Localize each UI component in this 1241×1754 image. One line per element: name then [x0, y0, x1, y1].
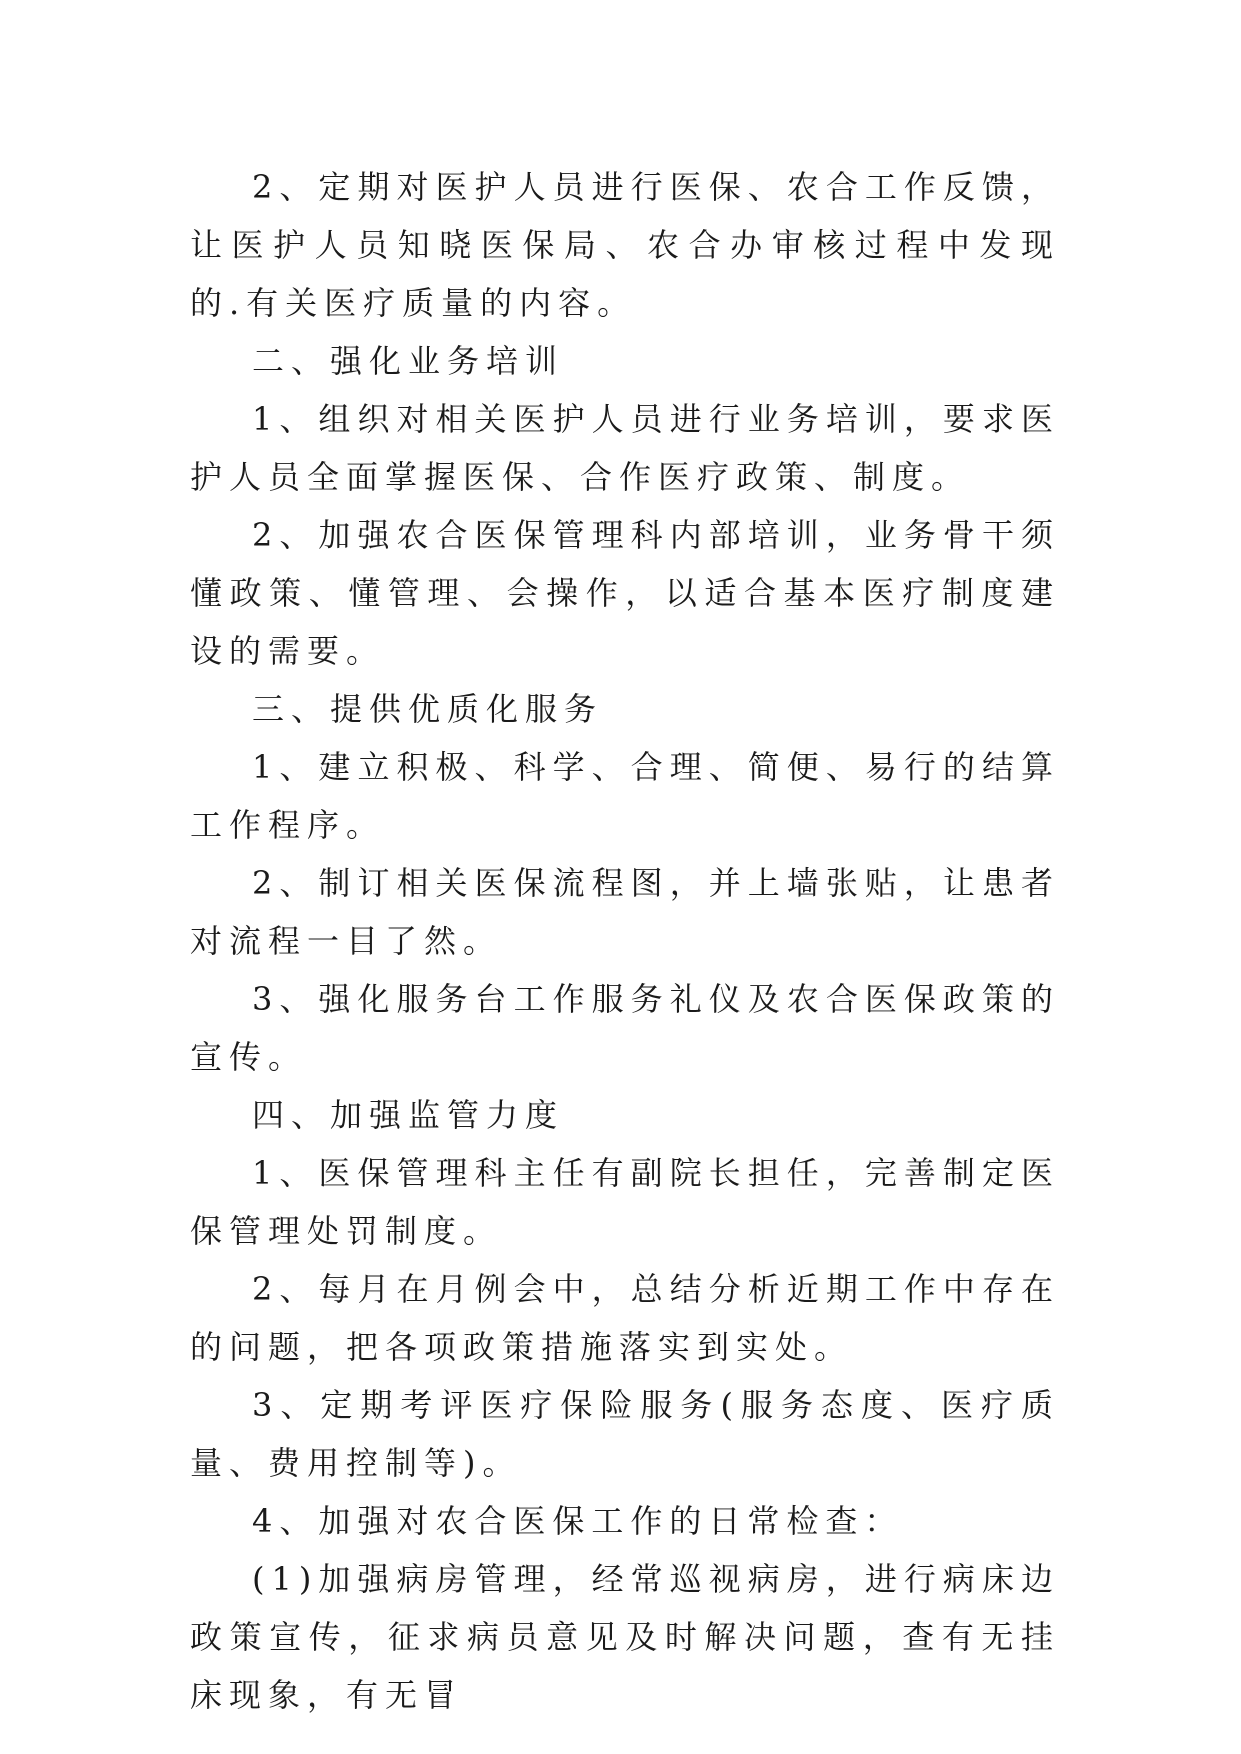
- paragraph: 2、加强农合医保管理科内部培训，业务骨干须懂政策、懂管理、会操作，以适合基本医疗制度建设的需要。: [190, 516, 1060, 670]
- document-body: [190, 158, 1060, 1724]
- section-heading: 三、提供优质化服务: [252, 690, 604, 728]
- paragraph: 1、组织对相关医护人员进行业务培训，要求医护人员全面掌握医保、合作医疗政策、制度。: [190, 400, 1060, 496]
- paragraph: 2、定期对医护人员进行医保、农合工作反馈，让医护人员知晓医保局、农合办审核过程中发现的.有关医疗质量的内容。: [190, 168, 1060, 322]
- section-heading: 四、加强监管力度: [252, 1096, 565, 1134]
- paragraph: 2、每月在月例会中，总结分析近期工作中存在的问题，把各项政策措施落实到实处。: [190, 1270, 1060, 1366]
- section-heading: 二、强化业务培训: [252, 342, 565, 380]
- paragraph: 1、建立积极、科学、合理、简便、易行的结算工作程序。: [190, 748, 1060, 844]
- paragraph: 2、制订相关医保流程图，并上墙张贴，让患者对流程一目了然。: [190, 864, 1060, 960]
- paragraph: 1、医保管理科主任有副院长担任，完善制定医保管理处罚制度。: [190, 1154, 1060, 1250]
- paragraph: (1)加强病房管理，经常巡视病房，进行病床边政策宣传，征求病员意见及时解决问题，查有无挂床现象，有无冒: [190, 1560, 1060, 1714]
- paragraph: 3、强化服务台工作服务礼仪及农合医保政策的宣传。: [190, 980, 1060, 1076]
- paragraph: 3、定期考评医疗保险服务(服务态度、医疗质量、费用控制等)。: [190, 1386, 1060, 1482]
- paragraph: 4、加强对农合医保工作的日常检查：: [252, 1502, 904, 1540]
